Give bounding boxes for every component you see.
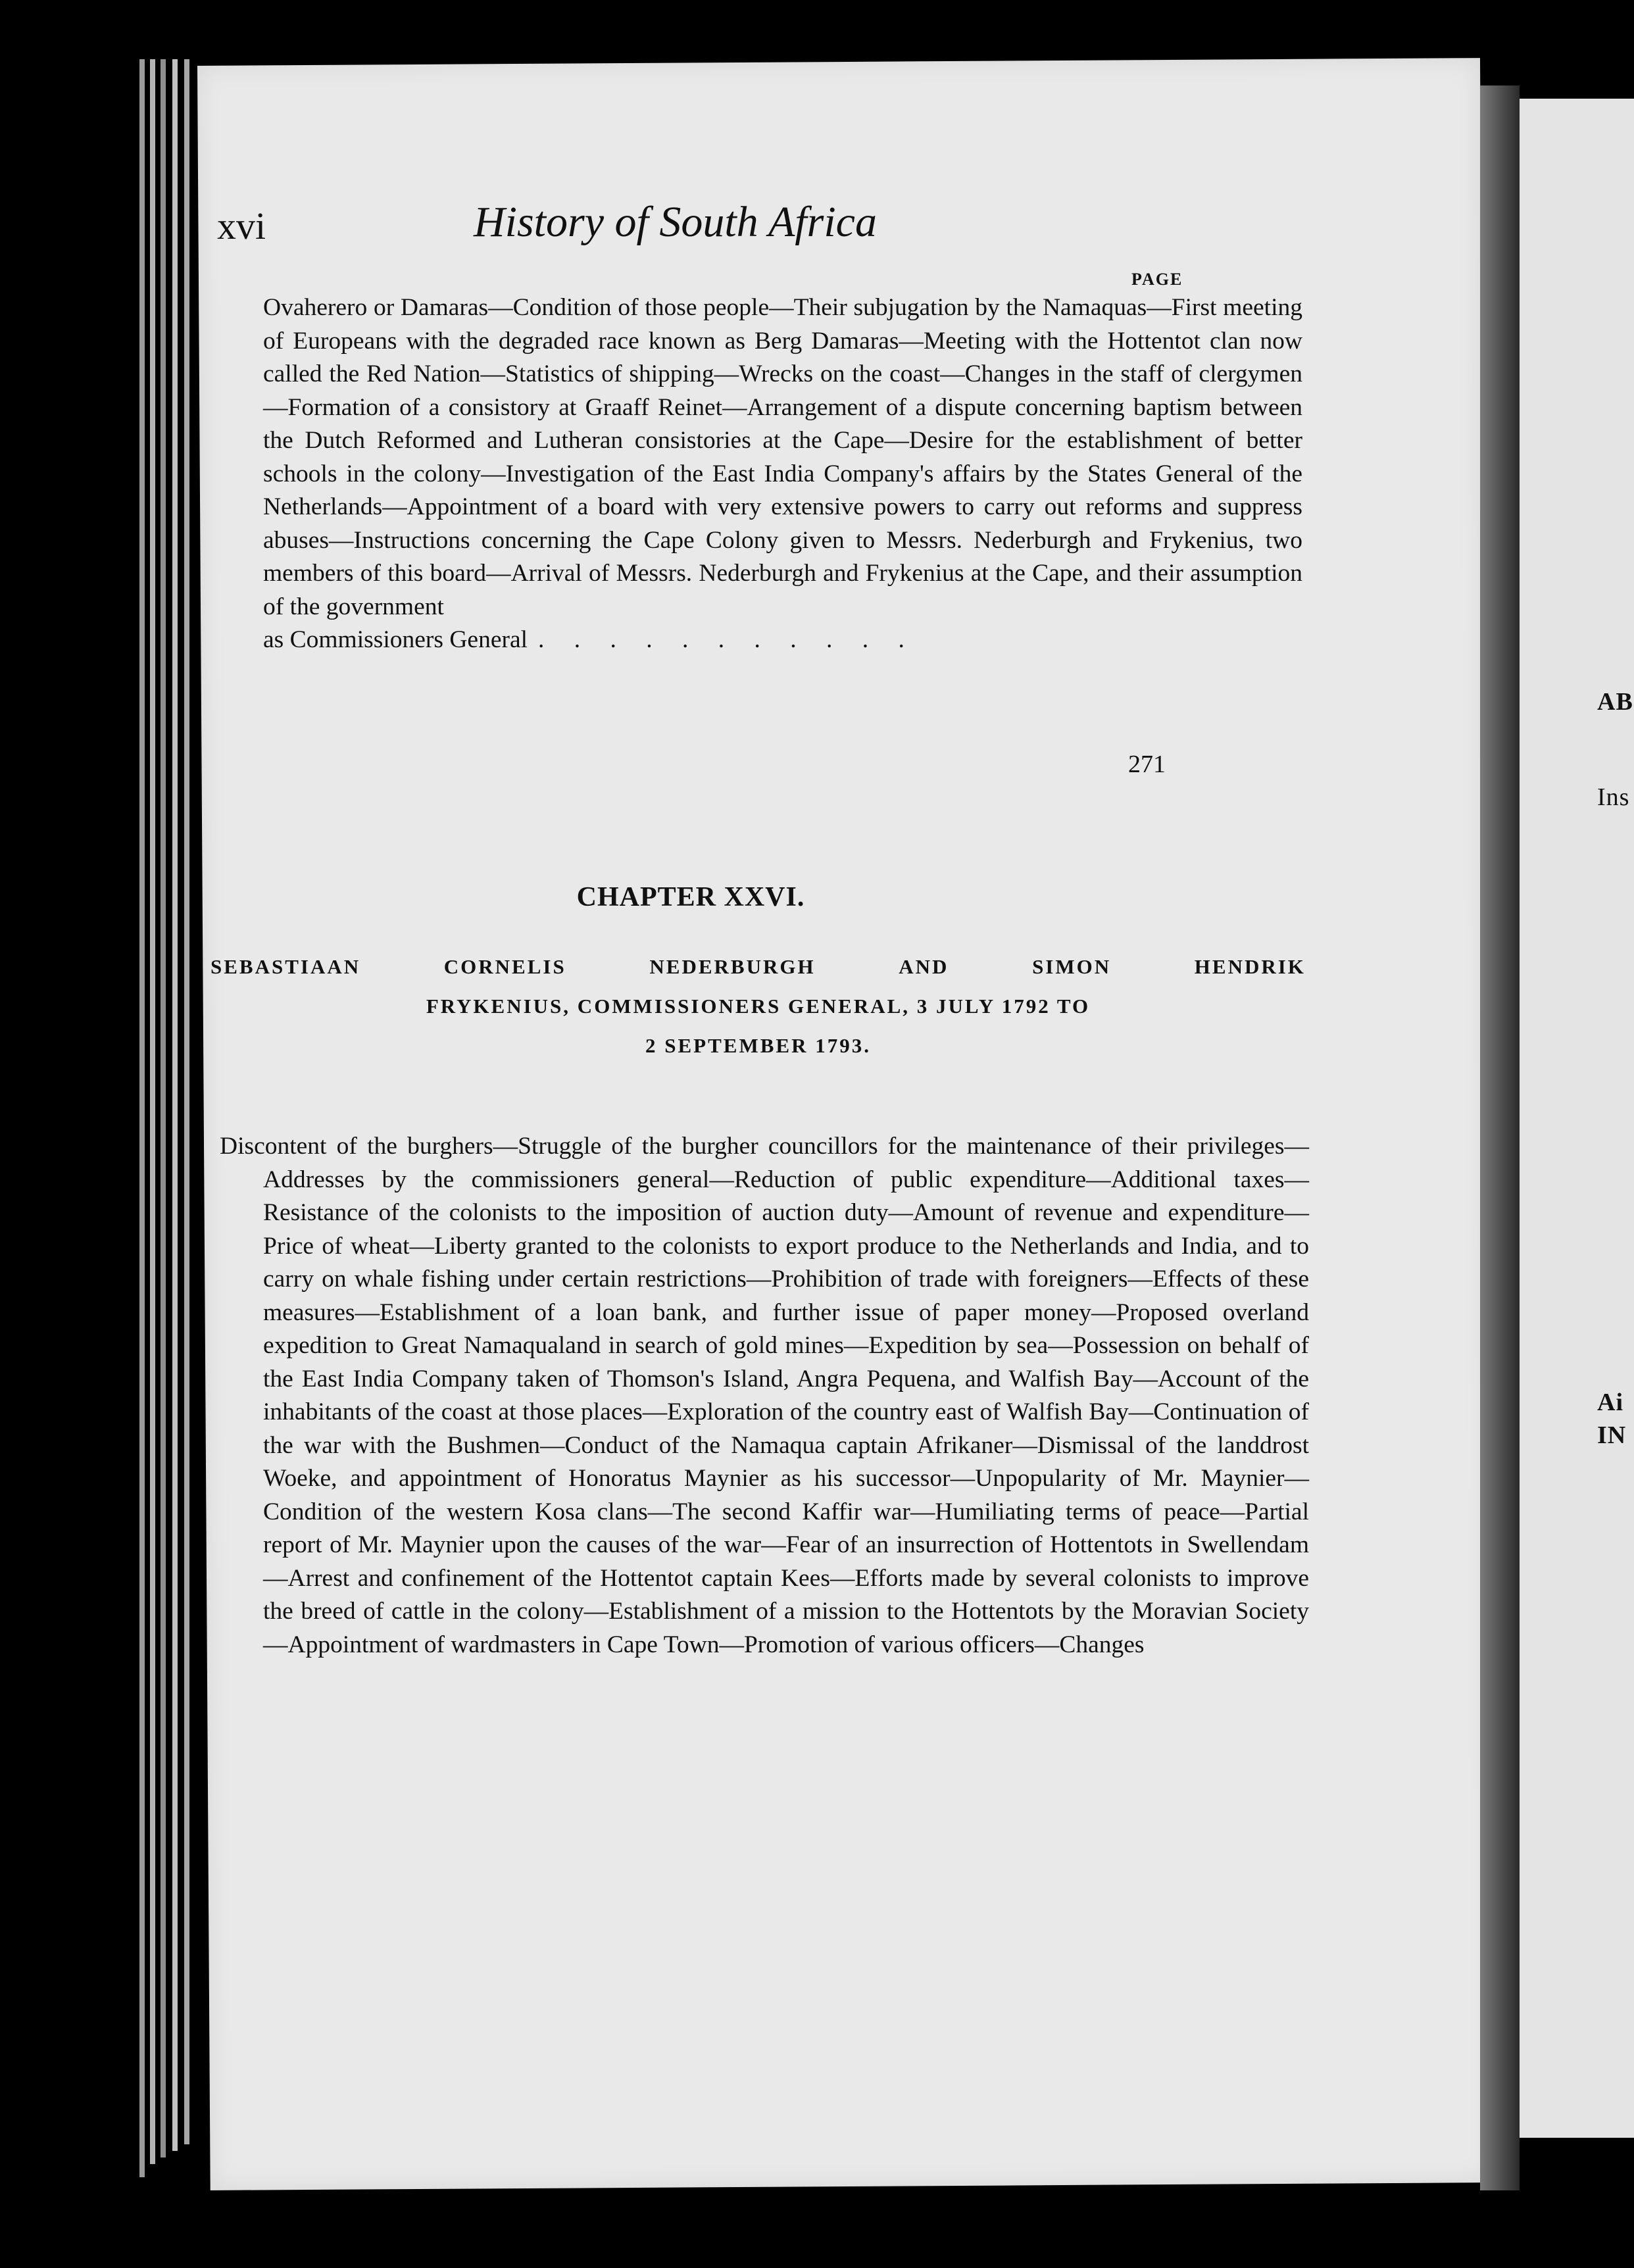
- book-gutter: [1480, 86, 1520, 2190]
- subtitle-word: AND: [899, 955, 949, 978]
- page-stack-edge: [161, 59, 166, 2157]
- subtitle-word: SEBASTIAAN: [210, 955, 361, 978]
- page-reference: 271: [1128, 751, 1166, 778]
- subtitle-word: HENDRIK: [1194, 955, 1306, 978]
- page-stack-edge: [150, 59, 155, 2164]
- summary-text: Ovaherero or Damaras—Condition of those people—Their subjugation by the Namaquas—First meeting of Europeans with the degraded race known as Berg Damaras—Meeting with the Hottentot clan now called the Red Nation—Statistics of shipping—Wrecks on the coast—Changes in the staff of clergymen—Formation of a consistory at Graaff Reinet—Arrangement of a dispute concerning baptism between the Dutch Reformed and Lutheran consistories at the Cape—Desire for the establishment of better schools in the colony—Investigation of the East India Company's affairs by the States General of the Netherlands—Appointment of a board with very extensive powers to carry out reforms and suppress abuses—Instructions concerning the Cape Colony given to Messrs. Nederburgh and Frykenius, two members of this board—Arrival of Messrs. Nederburgh and Frykenius at the Cape, and their assumption of the government: [263, 294, 1302, 620]
- facing-page: [1520, 99, 1634, 2138]
- chapter-summary: Discontent of the burghers—Struggle of the burgher councillors for the maintenance of their privileges—Addresses by the commissioners general—Reduction of public expenditure—Additional taxes—Resistance of the colonists to the imposition of auction duty—Amount of revenue and expenditure—Price of wheat—Liberty granted to the colonists to export produce to the Netherlands and India, and to carry on whale fishing under certain restrictions—Prohibition of trade with foreigners—Effects of these measures—Establishment of a loan bank, and further issue of paper money—Proposed overland expedition to Great Namaqualand in search of gold mines—Expedition by sea—Possession on behalf of the East India Company taken of Thomson's Island, Angra Pequena, and Walfish Bay—Account of the inhabitants of the coast at those places—Exploration of the country east of Walfish Bay—Continuation of the war with the Bushmen—Conduct of the Namaqua captain Afrikaner—Dismissal of the landdrost Woeke, and appointment of Honoratus Maynier as his successor—Unpopularity of Mr. Maynier—Condition of the western Kosa clans—The second Kaffir war—Humiliating terms of peace—Partial report of Mr. Maynier upon the causes of the war—Fear of an insurrection of Hottentots in Swellendam—Arrest and confinement of the Hottentot captain Kees—Efforts made by several colonists to improve the breed of cattle in the colony—Establishment of a mission to the Hottentots by the Moravian Society—Appointment of wardmasters in Cape Town—Promotion of various officers—Changes: [220, 1133, 1309, 1658]
- chapter-subtitle-line: [210, 947, 1306, 987]
- chapter-subtitle-line: 2 SEPTEMBER 1793.: [645, 1034, 871, 1057]
- page-stack-edge: [139, 59, 145, 2177]
- facing-page-fragment: IN: [1597, 1421, 1627, 1449]
- running-header: [217, 197, 1138, 257]
- facing-page-fragment: AB: [1597, 688, 1633, 716]
- summary-last-line: [263, 624, 1302, 657]
- page-number: xvi: [217, 205, 266, 247]
- page-stack-edge: [172, 59, 178, 2151]
- page-column-label: PAGE: [1131, 270, 1183, 289]
- leader-dots: . . . . . . . . . . .: [538, 626, 916, 653]
- subtitle-word: CORNELIS: [443, 955, 566, 978]
- page-stack-edge: [184, 59, 189, 2144]
- previous-chapter-summary: [263, 291, 1302, 657]
- facing-page-fragment: Ins: [1597, 783, 1630, 811]
- facing-page-fragment: Ai: [1597, 1389, 1623, 1416]
- subtitle-word: SIMON: [1032, 955, 1112, 978]
- chapter-subtitle-line: FRYKENIUS, COMMISSIONERS GENERAL, 3 JULY 1792 TO: [426, 995, 1091, 1018]
- running-title: History of South Africa: [474, 198, 877, 246]
- chapter-title: CHAPTER XXVI.: [576, 882, 805, 912]
- subtitle-word: NEDERBURGH: [649, 955, 816, 978]
- summary-last-text: as Commissioners General: [263, 626, 528, 653]
